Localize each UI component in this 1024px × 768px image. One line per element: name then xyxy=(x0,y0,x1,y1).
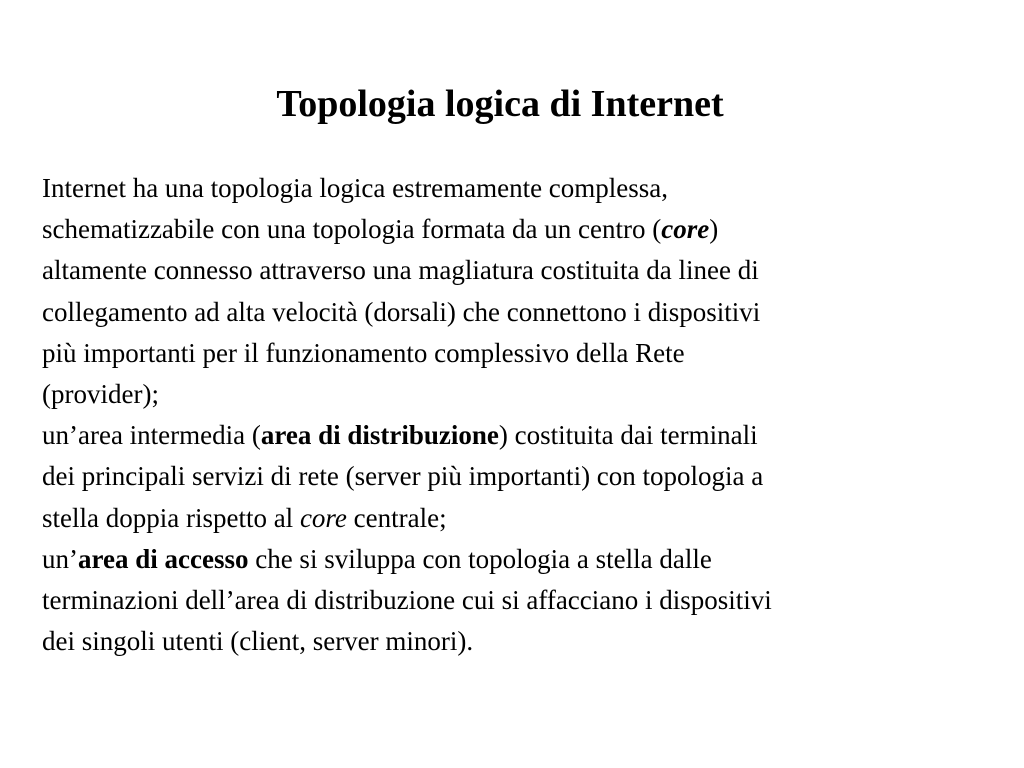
body-line xyxy=(42,209,982,250)
body-text: ) costituita dai terminali xyxy=(498,420,758,451)
emphasis-area-di-distribuzione: area di distribuzione xyxy=(260,420,499,451)
body-text: un’area intermedia ( xyxy=(42,420,261,451)
body-text: stella doppia rispetto al xyxy=(42,502,300,533)
emphasis-core: core xyxy=(299,502,347,533)
body-text: altamente connesso attraverso una magliatura costituita da linee di xyxy=(42,255,759,286)
body-text: ) xyxy=(709,214,719,245)
body-line xyxy=(42,539,982,580)
body-text: dei principali servizi di rete (server più importanti) con topologia a xyxy=(42,461,764,492)
body-text: che si sviluppa con topologia a stella dalle xyxy=(248,543,712,574)
body-line xyxy=(42,168,982,209)
body-line xyxy=(42,374,982,415)
slide-title: Topologia logica di Internet xyxy=(276,83,724,125)
body-text: più importanti per il funzionamento complessivo della Rete xyxy=(42,337,685,368)
body-line xyxy=(42,250,982,291)
body-line xyxy=(42,456,982,497)
slide-body xyxy=(42,168,982,662)
emphasis-core: core xyxy=(661,214,710,245)
body-text: (provider); xyxy=(42,378,159,409)
body-text: Internet ha una topologia logica estremamente complessa, xyxy=(42,173,669,203)
body-text: terminazioni dell’area di distribuzione cui si affacciano i dispositivi xyxy=(42,584,772,615)
body-line xyxy=(42,292,982,333)
body-line xyxy=(42,580,982,621)
body-text: dei singoli utenti (client, server minori). xyxy=(42,626,474,657)
body-line xyxy=(42,415,982,456)
body-line xyxy=(42,333,982,374)
body-line xyxy=(42,621,982,662)
body-text: collegamento ad alta velocità (dorsali) che connettono i dispositivi xyxy=(42,296,761,327)
body-text: schematizzabile con una topologia formata da un centro ( xyxy=(42,214,662,245)
emphasis-area-di-accesso: area di accesso xyxy=(78,543,249,574)
body-line xyxy=(42,498,982,539)
body-text: centrale; xyxy=(346,502,447,533)
body-text: un’ xyxy=(42,543,78,574)
